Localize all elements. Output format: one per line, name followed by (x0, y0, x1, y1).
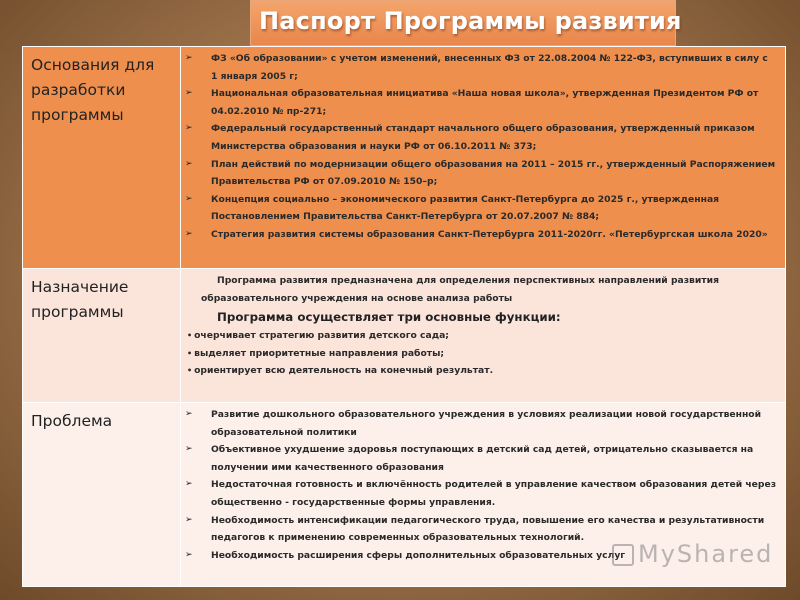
table-row-purpose (23, 269, 786, 403)
arrow-bullet-icon: ➢ (185, 88, 193, 99)
arrow-bullet-icon: ➢ (185, 193, 193, 204)
list-item: ➢ Развитие дошкольного образовательного учреждения в условиях реализации новой государственной образовательной политики (185, 406, 777, 441)
list-item: ➢ Недостаточная готовность и включённость родителей в управление качеством образования детей через общественно - государственные формы управления. (185, 476, 777, 511)
list-item: ➢ Федеральный государственный стандарт начального общего образования, утвержденный приказом Министерства образования и науки РФ от 06.10.2011 № 373; (185, 120, 777, 155)
dot-bullet-icon: • (187, 348, 193, 358)
row-label-foundations: Основания для разработки программы (23, 47, 181, 269)
list-item: • выделяет приоритетные направления работы; (187, 347, 445, 359)
list-item: • очерчивает стратегию развития детского сада; (187, 330, 449, 342)
list-item: ➢ Национальная образовательная инициатива «Наша новая школа», утвержденная Президентом РФ от 04.02.2010 № пр-271; (185, 85, 777, 120)
list-item: ➢ Концепция социально – экономического развития Санкт-Петербурга до 2025 г., утвержденная Постановлением Правительства Санкт-Петербурга от 20.07.2007 № 884; (185, 191, 777, 226)
arrow-bullet-icon: ➢ (185, 53, 193, 63)
row-label-problem: Проблема (23, 403, 181, 587)
row-label-purpose: Назначение программы (23, 269, 181, 403)
passport-table (22, 46, 786, 587)
row-content-purpose (181, 269, 786, 403)
arrow-bullet-icon: ➢ (185, 123, 193, 134)
table-row-foundations (23, 47, 786, 269)
slide-title: Паспорт Программы развития (259, 7, 682, 35)
logo-icon (612, 544, 634, 566)
list-item: ➢ Объективное ухудшение здоровья поступающих в детский сад детей, отрицательно сказывается на получении ими качественного образования (185, 441, 777, 476)
arrow-bullet-icon: ➢ (185, 158, 193, 169)
dot-bullet-icon: • (187, 366, 193, 376)
list-item: ➢ Необходимость расширения сферы дополнительных образовательных услуг (185, 547, 777, 565)
arrow-bullet-icon: ➢ (185, 228, 193, 239)
list-item: • ориентирует всю деятельность на конечный результат. (187, 365, 494, 377)
list-item: ➢ Необходимость интенсификации педагогического труда, повышение его качества и результативности педагогов к применению современных образовательных технологий. (185, 512, 777, 547)
watermark-logo: MyShared (612, 540, 762, 576)
arrow-bullet-icon: ➢ (185, 549, 193, 560)
arrow-bullet-icon: ➢ (185, 444, 193, 455)
arrow-bullet-icon: ➢ (185, 479, 193, 490)
arrow-bullet-icon: ➢ (185, 514, 193, 525)
list-item: ➢ ФЗ «Об образовании» с учетом изменений, внесенных ФЗ от 22.08.2004 № 122-ФЗ, вступивших в силу с 1 января 2005 г; (185, 50, 777, 85)
arrow-bullet-icon: ➢ (185, 409, 193, 419)
row-content-foundations (181, 47, 786, 269)
purpose-intro: Программа развития предназначена для определения перспективных направлений развития образовательного учреждения на основе анализа работы (201, 275, 719, 304)
list-item: ➢ План действий по модернизации общего образования на 2011 – 2015 гг., утвержденный Распоряжением Правительства РФ от 07.09.2010 № 150–р; (185, 156, 777, 191)
purpose-subheading: Программа осуществляет три основные функции: (217, 310, 561, 325)
dot-bullet-icon: • (187, 331, 193, 341)
list-item: ➢ Стратегия развития системы образования Санкт-Петербурга 2011-2020гг. «Петербургская школа 2020» (185, 226, 777, 244)
slide-title-box (250, 0, 682, 46)
